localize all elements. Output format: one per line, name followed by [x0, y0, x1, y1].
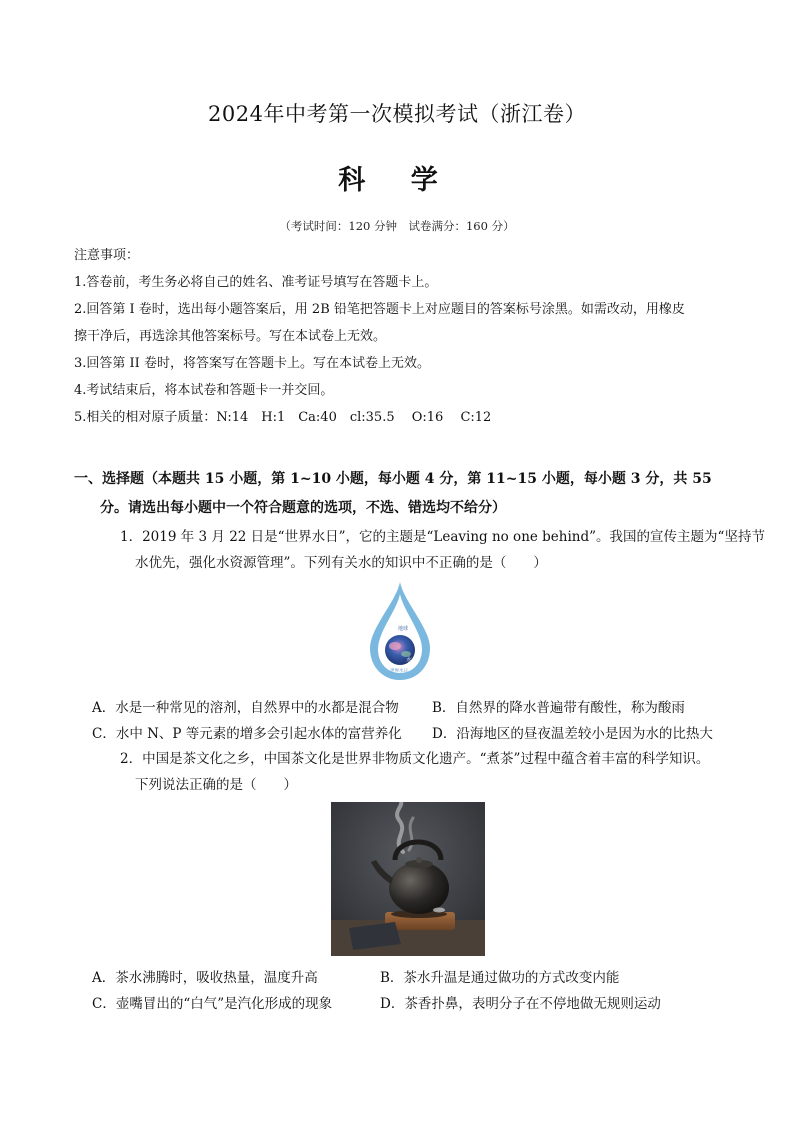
question-1-stem-line2: 水优先，强化水资源管理”。下列有关水的知识中不正确的是（ ） [135, 555, 547, 571]
section-heading-line1: 一、选择题（本题共 15 小题，第 1~10 小题，每小题 4 分，第 11~15 小题，每小题 3 分，共 55 [74, 471, 712, 487]
notes-heading: 注意事项： [74, 248, 140, 263]
note-item: 2.回答第 I 卷时，选出每小题答案后，用 2B 铅笔把答题卡上对应题目的答案标号涂黑。如需改动，用橡皮 [74, 302, 685, 317]
drop-text-middle: 水 [406, 657, 413, 664]
kettle-photo [331, 802, 485, 956]
exam-title: 2024年中考第一次模拟考试（浙江卷） [208, 102, 586, 126]
question-2 [120, 746, 730, 798]
note-item: 1.答卷前，考生务必将自己的姓名、准考证号填写在答题卡上。 [74, 275, 438, 290]
question-2-option-a: A．茶水沸腾时，吸收热量，温度升高 [92, 970, 318, 986]
question-2-option-c: C．壶嘴冒出的“白气”是汽化形成的现象 [92, 996, 333, 1012]
drop-text-top: 地球 [398, 626, 409, 632]
exam-info: （考试时间：120 分钟 试卷满分：160 分） [279, 219, 515, 233]
note-item: 3.回答第 II 卷时，将答案写在答题卡上。写在本试卷上无效。 [74, 356, 430, 371]
question-1-stem-line1: 1．2019 年 3 月 22 日是“世界水日”，它的主题是“Leaving no one behind”。我国的宣传主题为“坚持节 [120, 529, 765, 545]
water-drop-figure [366, 580, 434, 682]
section-heading-line2: 分。请选出每小题中一个符合题意的选项，不选、错选均不给分） [100, 500, 506, 516]
question-1-option-c: C．水中 N、P 等元素的增多会引起水体的富营养化 [92, 726, 402, 742]
question-2-option-b: B．茶水升温是通过做功的方式改变内能 [380, 970, 620, 986]
question-1-option-d: D．沿海地区的昼夜温差较小是因为水的比热大 [432, 726, 713, 742]
subject-title: 科 学 [338, 165, 456, 196]
question-1 [120, 524, 765, 576]
question-1-option-a: A．水是一种常见的溶剂，自然界中的水都是混合物 [92, 700, 399, 716]
note-item: 4.考试结束后，将本试卷和答题卡一并交回。 [74, 383, 334, 398]
question-1-option-b: B．自然界的降水普遍带有酸性，称为酸雨 [432, 700, 685, 716]
note-item: 5.相关的相对原子质量：N:14 H:1 Ca:40 cl:35.5 O:16 C:12 [74, 410, 492, 425]
question-2-option-d: D．茶香扑鼻，表明分子在不停地做无规则运动 [380, 996, 661, 1012]
question-2-stem-line2: 下列说法正确的是（ ） [135, 777, 297, 793]
drop-text-bottom: 世界水日 [390, 669, 408, 674]
notes-block [74, 242, 734, 431]
section-heading [74, 465, 734, 523]
note-item: 擦干净后，再选涂其他答案标号。写在本试卷上无效。 [74, 329, 387, 344]
question-2-stem-line1: 2．中国是茶文化之乡，中国茶文化是世界非物质文化遗产。“煮茶”过程中蕴含着丰富的科学知识。 [120, 751, 710, 767]
